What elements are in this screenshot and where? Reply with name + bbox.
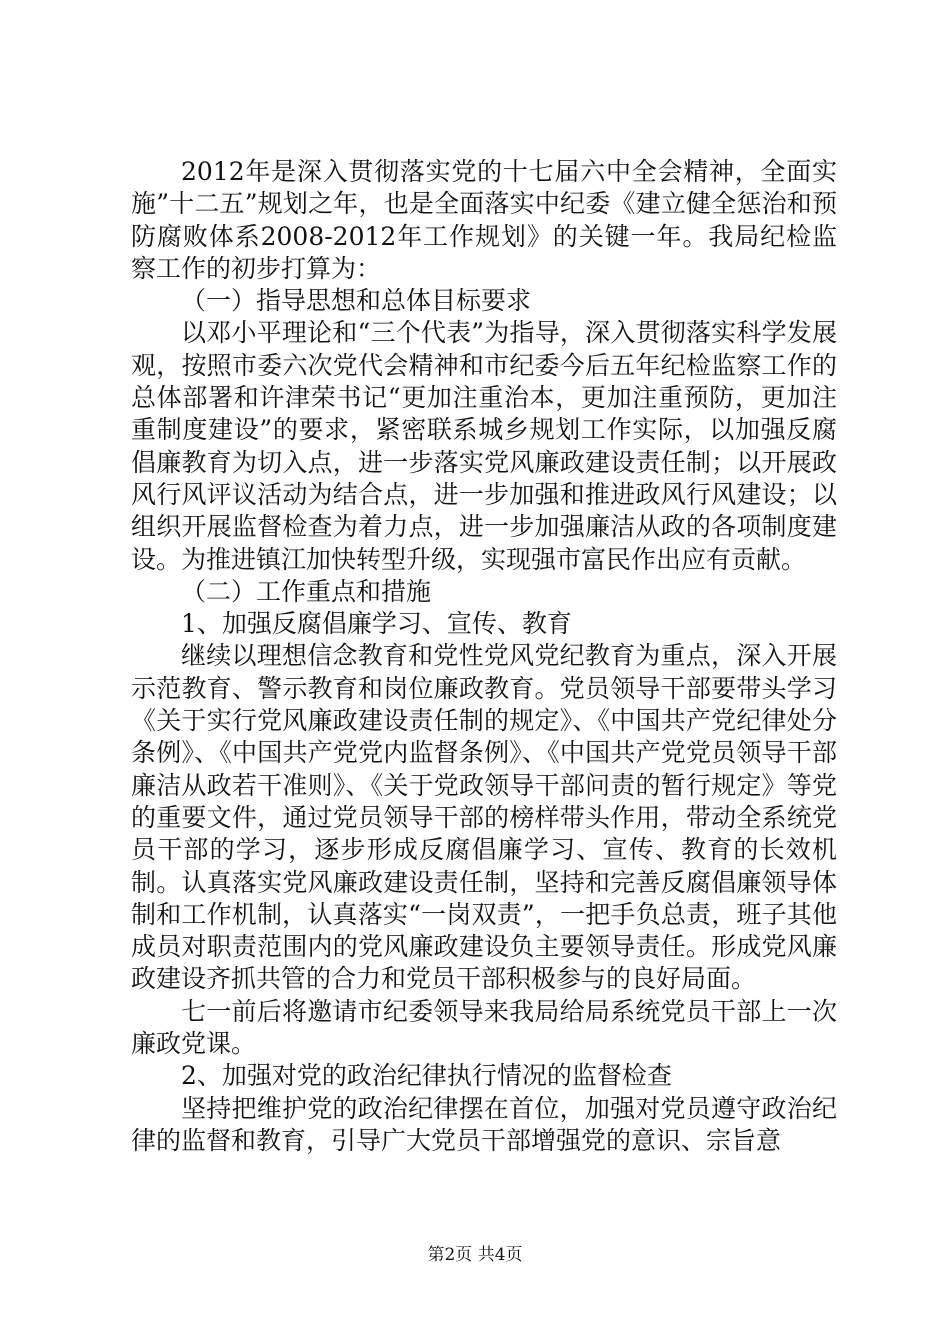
paragraph-intro: 2012年是深入贯彻落实党的十七届六中全会精神，全面实施”十二五”规划之年，也是全面落实中纪委《建立健全惩治和预防腐败体系2008-2012年工作规划》的关键一年。我局纪检监察工作的初步打算为： — [131, 157, 837, 283]
section-heading-key-work: （二）工作重点和措施 — [181, 576, 432, 606]
document-body — [131, 156, 837, 1157]
page-number-footer: 第2页 共4页 — [427, 1245, 523, 1265]
section-heading-guiding-ideology: （一）指导思想和总体目标要求 — [181, 286, 532, 316]
paragraph-guiding-ideology: 以邓小平理论和“三个代表”为指导，深入贯彻落实科学发展观，按照市委六次党代会精神和市纪委今后五年纪检监察工作的总体部署和许津荣书记“更加注重治本，更加注重预防，更加注重制度建设”的要求，紧密联系城乡规划工作实际，以加强反腐倡廉教育为切入点，进一步落实党风廉政建设责任制；以开展政风行风评议活动为结合点，进一步加强和推进政风行风建设；以组织开展监督检查为着力点，进一步加强廉洁从政的各项制度建设。为推进镇江加快转型升级，实现强市富民作出应有贡献。 — [131, 318, 837, 574]
subsection-heading-discipline: 2、加强对党的政治纪律执行情况的监督检查 — [181, 1061, 672, 1091]
paragraph-party-lecture: 七一前后将邀请市纪委领导来我局给局系统党员干部上一次廉政党课。 — [131, 996, 837, 1059]
paragraph-education: 继续以理想信念教育和党性党风党纪教育为重点，深入开展示范教育、警示教育和岗位廉政教育。党员领导干部要带头学习《关于实行党风廉政建设责任制的规定》、《中国共产党纪律处分条例》、《中国共产党党内监督条例》、《中国共产党党员领导干部廉洁从政若干准则》、《关于党政领导干部问责的暂行规定》等党的重要文件，通过党员领导干部的榜样带头作用，带动全系统党员干部的学习，逐步形成反腐倡廉学习、宣传、教育的长效机制。认真落实党风廉政建设责任制，坚持和完善反腐倡廉领导体制和工作机制，认真落实“一岗双责”，一把手负总责，班子其他成员对职责范围内的党风廉政建设负主要领导责任。形成党风廉政建设齐抓共管的合力和党员干部积极参与的良好局面。 — [131, 641, 837, 994]
paragraph-discipline: 坚持把维护党的政治纪律摆在首位，加强对党员遵守政治纪律的监督和教育，引导广大党员干部增强党的意识、宗旨意 — [131, 1093, 837, 1155]
subsection-heading-education: 1、加强反腐倡廉学习、宣传、教育 — [181, 609, 572, 639]
